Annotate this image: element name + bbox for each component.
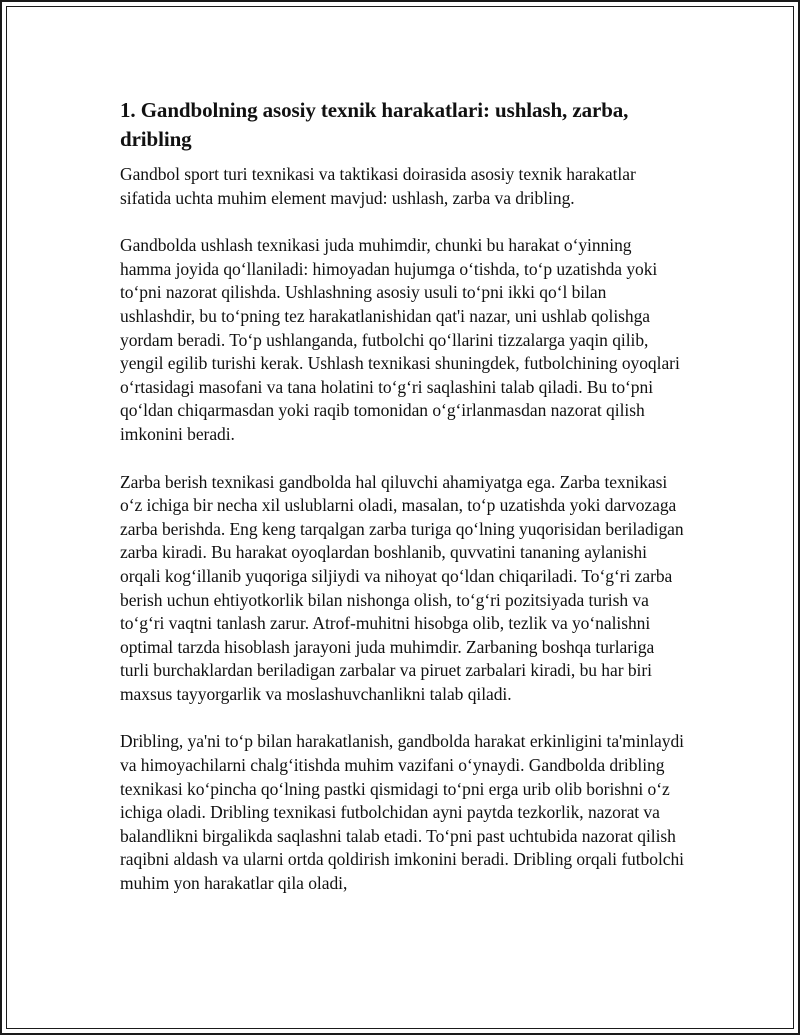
paragraph-intro: Gandbol sport turi texnikasi va taktikasi doirasida asosiy texnik harakatlar sifatida uchta muhim element mavjud: ushlash, zarba va dribling. <box>120 164 636 208</box>
paragraph-dribbling: Dribling, ya'ni to‘p bilan harakatlanish, gandbolda harakat erkinligini ta'minlaydi va himoyachilarni chalg‘itishda muhim vazifani o‘ynaydi. Gandbolda dribling texnikasi ko‘pincha qo‘lning pastki qismidagi to‘pni erga urib olib borishni o‘z ichiga oladi. Dribling texnikasi futbolchidan ayni paytda tezkorlik, nazorat va balandlikni birgalikda saqlashni talab etadi. To‘pni past uchtubida nazorat qilish raqibni aldash va ularni ortda qoldirish imkonini beradi. Dribling orqali futbolchi muhim yon harakatlar qila oladi, <box>120 731 684 894</box>
paragraph-shooting: Zarba berish texnikasi gandbolda hal qiluvchi ahamiyatga ega. Zarba texnikasi o‘z ichiga bir necha xil uslublarni oladi, masalan, to‘p uzatishda yoki darvozaga zarba berishda. Eng keng tarqalgan zarba turiga qo‘lning yuqorisidan beriladigan zarba kiradi. Bu harakat oyoqlardan boshlanib, quvvatini tananing aylanishi orqali kog‘illanib yuqoriga siljiydi va nihoyat qo‘ldan chiqariladi. To‘g‘ri zarba berish uchun ehtiyotkorlik bilan nishonga olish, to‘g‘ri pozitsiyada turish va to‘g‘ri vaqtni tanlash zarur. Atrof-muhitni hisobga olib, tezlik va yo‘nalishni optimal tarzda hisoblash jarayoni juda muhimdir. Zarbaning boshqa turlariga turli burchaklardan beriladigan zarbalar va piruet zarbalari kiradi, bu har biri maxsus tayyorgarlik va moslashuvchanlikni talab qiladi. <box>120 471 684 704</box>
section-heading: 1. Gandbolning asosiy texnik harakatlari: ushlash, zarba, dribling <box>120 98 629 151</box>
document-body <box>120 96 685 920</box>
paragraph-catching: Gandbolda ushlash texnikasi juda muhimdir, chunki bu harakat o‘yinning hamma joyida qo‘llaniladi: himoyadan hujumga o‘tishda, to‘p uzatishda yoki to‘pni nazorat qilishda. Ushlashning asosiy usuli to‘pni ikki qo‘l bilan ushlashdir, bu to‘pning tez harakatlanishidan qat'i nazar, uni ushlab qolishga yordam beradi. To‘p ushlanganda, futbolchi qo‘llarini tizzalarga yaqin qilib, yengil egilib turishi kerak. Ushlash texnikasi shuningdek, futbolchining oyoqlari o‘rtasidagi masofani va tana holatini to‘g‘ri saqlashini talab qiladi. Bu to‘pni qo‘ldan chiqarmasdan yoki raqib tomonidan o‘g‘irlanmasdan nazorat qilish imkonini beradi. <box>120 235 680 444</box>
